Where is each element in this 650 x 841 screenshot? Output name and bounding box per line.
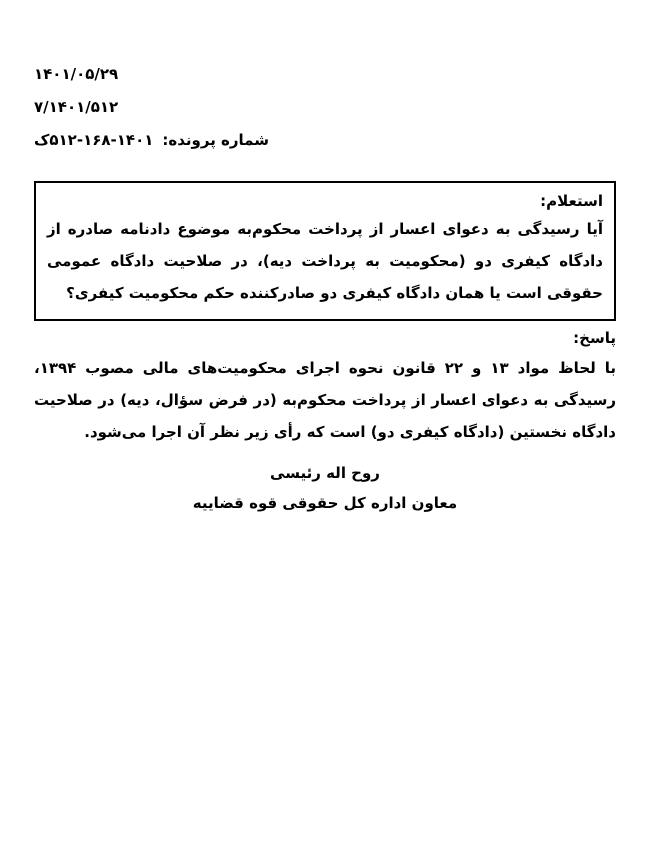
answer-section: [34, 326, 616, 448]
answer-label: پاسخ:: [573, 329, 616, 347]
document-date: ۱۴۰۱/۰۵/۲۹: [34, 65, 119, 83]
document-header: [34, 58, 616, 157]
case-number-label: شماره پرونده:: [162, 131, 269, 149]
inquiry-text: آیا رسیدگی به دعوای اعسار از پرداخت محکوم‌به موضوع دادنامه صادره از دادگاه کیفری دو (محکومیت به پرداخت دیه)، در صلاحیت دادگاه عمومی حقوقی است یا همان دادگاه کیفری دو صادرکننده حکم محکومیت کیفری؟: [47, 220, 603, 302]
signatory-title: معاون اداره کل حقوقی قوه قضاییه: [192, 494, 458, 512]
case-number-line: [34, 124, 616, 157]
inquiry-label: استعلام:: [540, 192, 603, 210]
inquiry-box: [34, 181, 616, 321]
answer-text: با لحاظ مواد ۱۳ و ۲۲ قانون نحوه اجرای محکومیت‌های مالی مصوب ۱۳۹۴، رسیدگی به دعوای اعسار از پرداخت محکوم‌به (در فرض سؤال، دیه) در صلاحیت دادگاه نخستین (دادگاه کیفری دو) است که رأی زیر نظر آن اجرا می‌شود.: [34, 359, 616, 441]
case-number-value: ۱۴۰۱-۱۶۸-۵۱۲ک: [34, 131, 154, 149]
signatory-name: روح اله رئیسی: [270, 464, 380, 482]
opinion-number: ۷/۱۴۰۱/۵۱۲: [34, 98, 119, 116]
signature-block: [34, 458, 616, 518]
